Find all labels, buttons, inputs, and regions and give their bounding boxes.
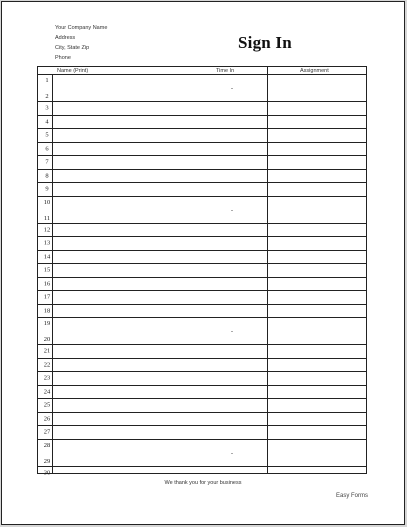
row-number: 2: [45, 93, 49, 100]
table-row: [38, 371, 366, 385]
row-number: 20: [43, 336, 51, 343]
table-row: [38, 304, 366, 318]
sign-in-table: [37, 66, 367, 477]
row-number: 5: [45, 131, 49, 139]
company-address: Address: [55, 35, 76, 41]
company-info: [55, 23, 107, 63]
row-number: 21: [43, 347, 51, 355]
row-number: 28: [43, 441, 51, 449]
row-number: 26: [43, 415, 51, 423]
column-header-assignment: Assignment: [300, 68, 329, 74]
footer-brand: Easy Forms: [335, 493, 368, 499]
row-number: 23: [43, 374, 51, 382]
company-name: Your Company Name: [55, 25, 108, 31]
row-mark: [231, 88, 233, 89]
table-row: [38, 277, 366, 291]
table-row: [38, 182, 366, 196]
table-row: [38, 425, 366, 439]
row-number: 7: [45, 158, 49, 166]
row-number: 9: [45, 185, 49, 193]
table-row: [38, 263, 366, 277]
table-row: [38, 74, 366, 101]
row-number: 30: [43, 469, 51, 477]
row-number: 29: [43, 457, 51, 465]
row-number: 6: [45, 145, 49, 153]
table-row: [38, 466, 366, 480]
page-title: Sign In: [238, 33, 292, 52]
company-phone: Phone: [55, 55, 71, 61]
table-row: [38, 412, 366, 426]
row-number: 3: [45, 104, 49, 112]
row-number: 15: [43, 266, 51, 274]
column-header-name: Name (Print): [57, 68, 89, 74]
company-city: City, State Zip: [55, 45, 90, 51]
column-header-time: Time In: [216, 68, 235, 74]
row-number: 12: [43, 226, 51, 234]
row-mark: [231, 453, 233, 454]
row-number: 22: [43, 361, 51, 369]
form-page: [1, 1, 405, 525]
table-row: [38, 155, 366, 169]
row-number: 14: [43, 253, 51, 261]
row-number: 13: [43, 239, 51, 247]
column-divider: [267, 67, 268, 473]
row-mark: [231, 331, 233, 332]
row-number: 27: [43, 428, 51, 436]
table-row: [38, 290, 366, 304]
row-number: 11: [43, 214, 51, 222]
table-row: [38, 250, 366, 264]
table-row: [38, 101, 366, 115]
table-row: [38, 169, 366, 183]
row-mark: [231, 210, 233, 211]
row-number: 10: [43, 198, 51, 206]
table-row: [38, 115, 366, 129]
table-row: [38, 385, 366, 399]
table-row: [38, 439, 366, 466]
footer-thanks: We thank you for your business: [164, 480, 242, 486]
table-row: [38, 317, 366, 344]
row-number: 8: [45, 172, 49, 180]
table-row: [38, 236, 366, 250]
table-row: [38, 398, 366, 412]
table-row: [38, 196, 366, 223]
table-row: [38, 223, 366, 237]
table-row: [38, 128, 366, 142]
column-divider: [52, 74, 53, 473]
row-number: 24: [43, 388, 51, 396]
row-number: 17: [43, 293, 51, 301]
table-row: [38, 344, 366, 358]
table-row: [38, 358, 366, 372]
row-number: 4: [45, 118, 49, 126]
row-number: 25: [43, 401, 51, 409]
row-number: 18: [43, 307, 51, 315]
row-number: 19: [43, 320, 51, 327]
row-number: 1: [45, 77, 49, 84]
table-row: [38, 142, 366, 156]
row-number: 16: [43, 280, 51, 288]
